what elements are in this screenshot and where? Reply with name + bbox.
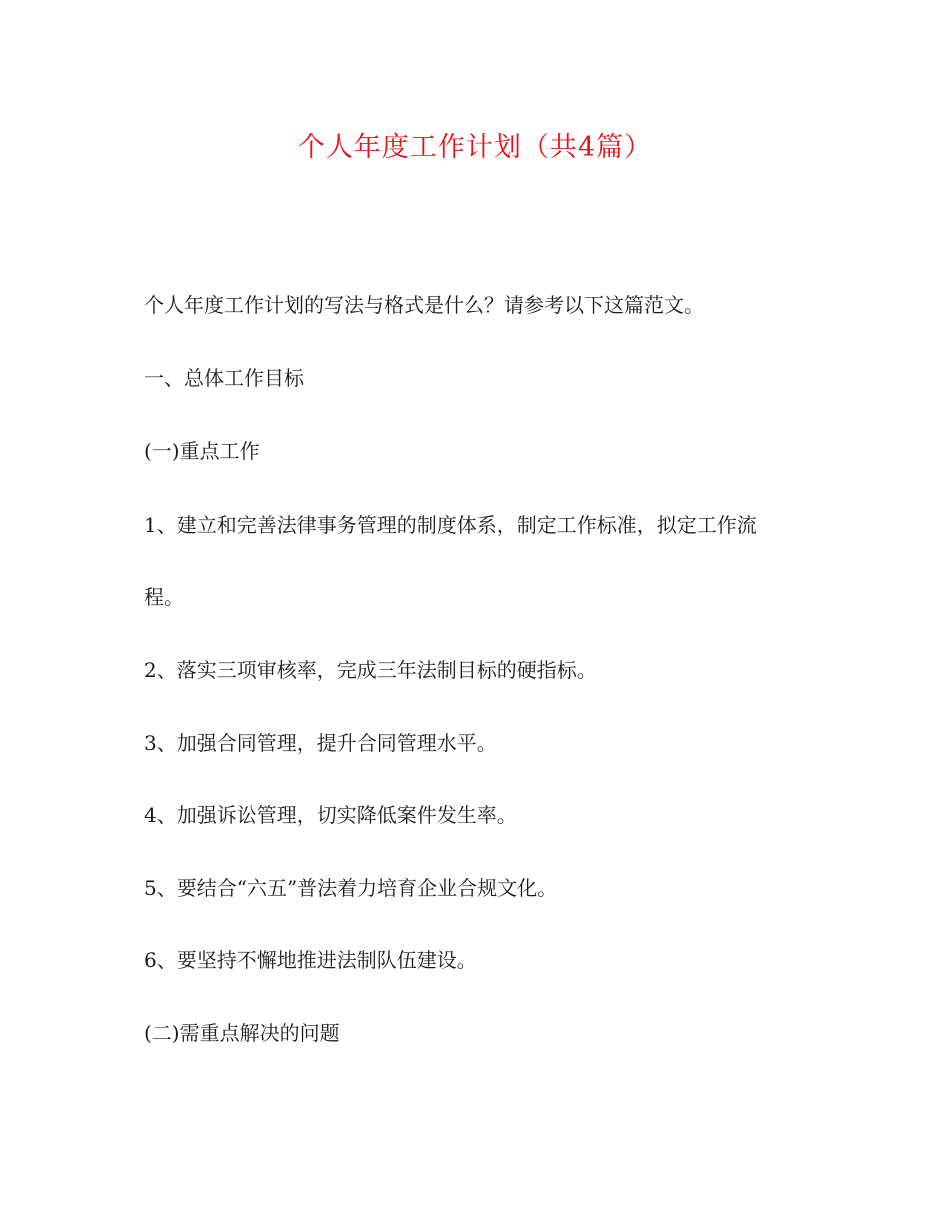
list-item-5: 5、要结合“六五”普法着力培育企业合规文化。 <box>144 876 558 900</box>
section-heading-overall-goals: 一、总体工作目标 <box>144 366 304 390</box>
list-item-3: 3、加强合同管理，提升合同管理水平。 <box>144 731 497 755</box>
list-item-4: 4、加强诉讼管理，切实降低案件发生率。 <box>144 803 517 827</box>
document-title: 个人年度工作计划（共4篇） <box>297 132 653 163</box>
subsection-heading-key-problems: (二)需重点解决的问题 <box>144 1021 340 1045</box>
intro-paragraph: 个人年度工作计划的写法与格式是什么？请参考以下这篇范文。 <box>144 293 704 317</box>
subsection-heading-key-work: (一)重点工作 <box>144 439 260 463</box>
list-item-1-continuation: 程。 <box>144 585 184 609</box>
list-item-1: 1、建立和完善法律事务管理的制度体系，制定工作标准，拟定工作流 <box>144 513 757 537</box>
list-item-6: 6、要坚持不懈地推进法制队伍建设。 <box>144 948 477 972</box>
list-item-2: 2、落实三项审核率，完成三年法制目标的硬指标。 <box>144 658 597 682</box>
